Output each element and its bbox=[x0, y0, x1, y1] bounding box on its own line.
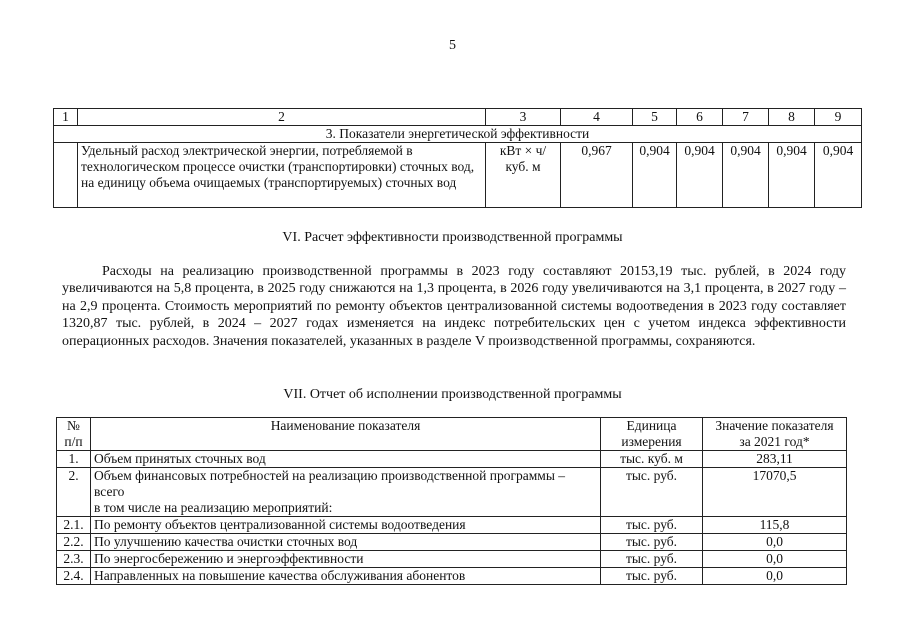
table-row bbox=[57, 551, 847, 568]
section-title: 3. Показатели энергетической эффективности bbox=[54, 126, 862, 143]
header-line: № bbox=[67, 418, 80, 433]
table-row bbox=[57, 468, 847, 517]
row-unit: тыс. руб. bbox=[601, 468, 703, 517]
section-7-title: VII. Отчет об исполнении производственной программы bbox=[283, 387, 622, 402]
header-line: Единица bbox=[626, 418, 677, 433]
column-number: 4 bbox=[561, 109, 633, 126]
column-number: 8 bbox=[769, 109, 815, 126]
column-number-row bbox=[54, 109, 862, 126]
unit-line: кВт × ч/ bbox=[499, 143, 547, 158]
row-name: По энергосбережению и энергоэффективности bbox=[91, 551, 601, 568]
row-value: 115,8 bbox=[703, 517, 847, 534]
table-row bbox=[57, 534, 847, 551]
table-row bbox=[57, 568, 847, 585]
column-number: 2 bbox=[78, 109, 486, 126]
row-value: 0,0 bbox=[703, 534, 847, 551]
header-number bbox=[57, 418, 91, 451]
section-6-paragraph: Расходы на реализацию производственной программы в 2023 году составляют 20153,19 тыс. рублей, в 2024 году увеличиваются на 5,8 процента, в 2025 году снижаются на 1,3 процента, в 2026 году увеличиваются на 3,1 процента, в 2027 году – на 2,9 процента. Стоимость мероприятий по ремонту объектов централизованной системы водоотведения в 2023 году составляет 1320,87 тыс. рублей, в 2024 – 2027 годах изменяется на индекс потребительских цен с учетом индекса эффективности операционных расходов. Значения показателей, указанных в разделе V производственной программы, сохраняются. bbox=[62, 264, 846, 349]
section-6-title: VI. Расчет эффективности производственной программы bbox=[282, 230, 623, 245]
header-line: за 2021 год* bbox=[739, 434, 810, 449]
section-row bbox=[54, 126, 862, 143]
column-number: 9 bbox=[815, 109, 862, 126]
indicator-name: Удельный расход электрической энергии, потребляемой в технологическом процессе очистки (транспортировки) сточных вод, на единицу объема очищаемых (транспортируемых) сточных вод bbox=[78, 143, 486, 208]
row-unit: тыс. руб. bbox=[601, 551, 703, 568]
table-row bbox=[57, 517, 847, 534]
column-number: 6 bbox=[677, 109, 723, 126]
table-row bbox=[54, 143, 862, 208]
header-value bbox=[703, 418, 847, 451]
page-number: 5 bbox=[449, 38, 456, 53]
row-value: 0,0 bbox=[703, 568, 847, 585]
column-number: 3 bbox=[486, 109, 561, 126]
header-line: измерения bbox=[621, 434, 682, 449]
value-cell: 0,904 bbox=[769, 143, 815, 208]
row-unit: тыс. руб. bbox=[601, 534, 703, 551]
row-name-sub: в том числе на реализацию мероприятий: bbox=[94, 500, 333, 515]
energy-efficiency-table bbox=[53, 108, 862, 208]
row-number: 2.4. bbox=[57, 568, 91, 585]
row-value: 283,11 bbox=[703, 451, 847, 468]
unit-cell bbox=[486, 143, 561, 208]
row-unit: тыс. руб. bbox=[601, 517, 703, 534]
row-value: 0,0 bbox=[703, 551, 847, 568]
header-name: Наименование показателя bbox=[91, 418, 601, 451]
row-number: 2.1. bbox=[57, 517, 91, 534]
table-header-row bbox=[57, 418, 847, 451]
column-number: 1 bbox=[54, 109, 78, 126]
value-cell: 0,904 bbox=[677, 143, 723, 208]
header-line: Значение показателя bbox=[715, 418, 834, 433]
column-number: 5 bbox=[633, 109, 677, 126]
row-number: 2.2. bbox=[57, 534, 91, 551]
value-cell: 0,904 bbox=[815, 143, 862, 208]
row-name: Объем финансовых потребностей на реализацию производственной программы – всего bbox=[94, 468, 566, 499]
row-name: Объем принятых сточных вод bbox=[91, 451, 601, 468]
table-row bbox=[57, 451, 847, 468]
row-name: Направленных на повышение качества обслуживания абонентов bbox=[91, 568, 601, 585]
row-name: По улучшению качества очистки сточных вод bbox=[91, 534, 601, 551]
row-name: По ремонту объектов централизованной системы водоотведения bbox=[91, 517, 601, 534]
row-number bbox=[54, 143, 78, 208]
row-unit: тыс. куб. м bbox=[601, 451, 703, 468]
value-cell: 0,904 bbox=[633, 143, 677, 208]
column-number: 7 bbox=[723, 109, 769, 126]
unit-line: куб. м bbox=[505, 159, 541, 174]
row-value: 17070,5 bbox=[703, 468, 847, 517]
report-table bbox=[56, 417, 847, 585]
header-line: п/п bbox=[64, 434, 83, 449]
row-name-cell bbox=[91, 468, 601, 517]
row-number: 2. bbox=[57, 468, 91, 517]
row-number: 2.3. bbox=[57, 551, 91, 568]
value-cell: 0,904 bbox=[723, 143, 769, 208]
value-cell: 0,967 bbox=[561, 143, 633, 208]
row-unit: тыс. руб. bbox=[601, 568, 703, 585]
row-number: 1. bbox=[57, 451, 91, 468]
header-unit bbox=[601, 418, 703, 451]
